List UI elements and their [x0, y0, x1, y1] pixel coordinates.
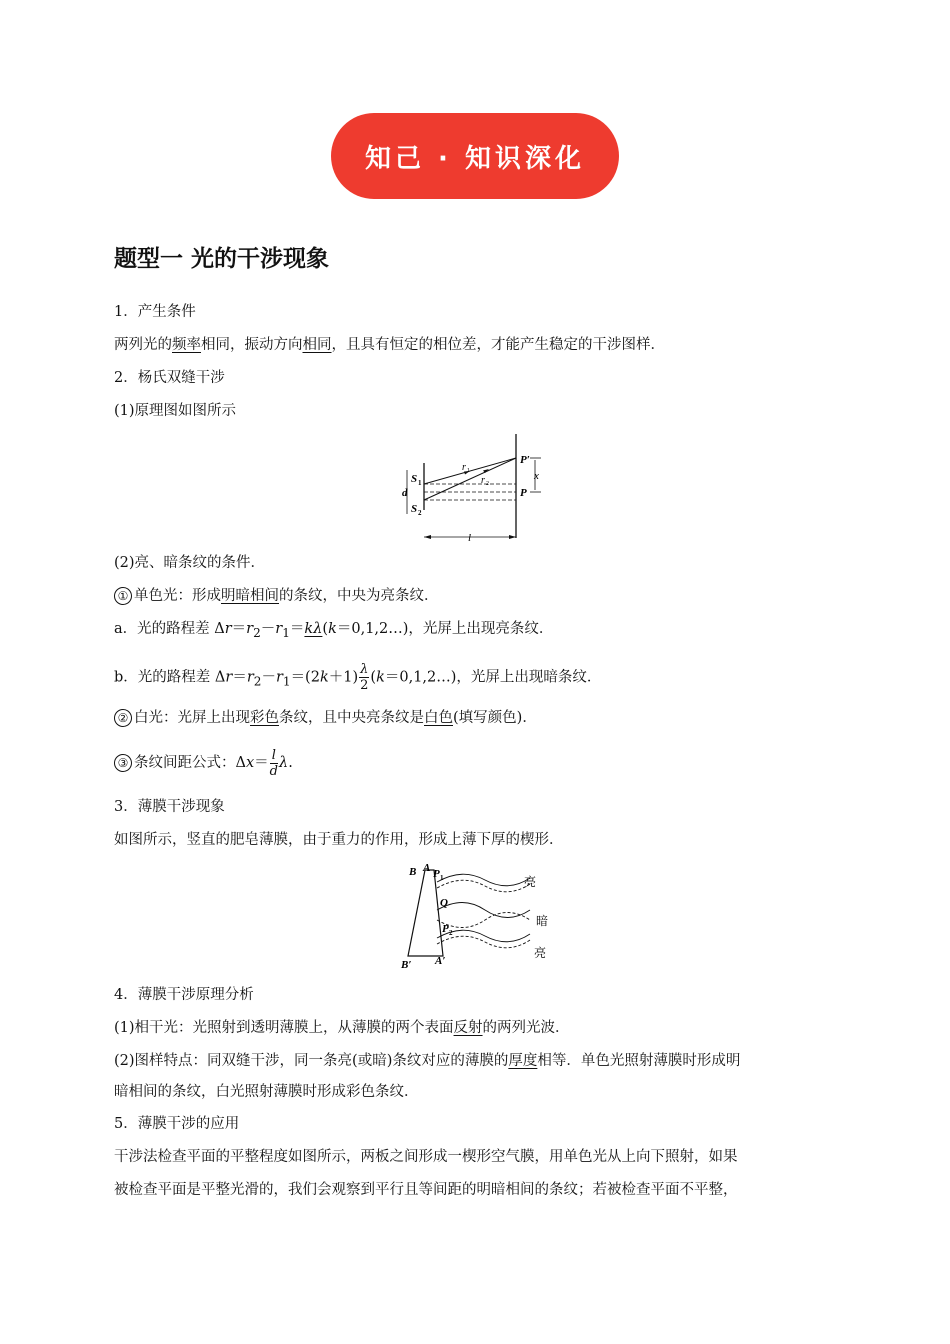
text: (1)相干光：光照射到透明薄膜上，从薄膜的两个表面 [114, 1020, 454, 1036]
text: ＝ [289, 621, 305, 637]
text: ( [322, 621, 329, 637]
sub: 1 [282, 674, 291, 689]
label-s2: S [411, 503, 418, 515]
label-s2-sub: 2 [418, 509, 422, 517]
var: k [328, 621, 337, 637]
text: 两列光的 [114, 337, 172, 353]
label-dark: 暗 [536, 914, 549, 928]
s3-p1: 如图所示，竖直的肥皂薄膜，由于重力的作用，形成上薄下厚的楔形． [114, 832, 564, 848]
label-x: x [534, 470, 539, 482]
var: k [319, 669, 329, 686]
s4-p3: 暗相间的条纹，白光照射薄膜时形成彩色条纹． [114, 1084, 419, 1100]
s2-white [114, 708, 838, 728]
blank-answer: 明暗相间 [221, 588, 279, 604]
text: － [261, 669, 276, 686]
label-p2: P [442, 923, 449, 935]
blank-answer: 频率 [172, 337, 201, 353]
text: 的条纹，中央为亮条纹． [279, 588, 439, 604]
text: ，且具有恒定的相位差，才能产生稳定的干涉图样． [331, 337, 665, 353]
var: λ [279, 755, 289, 771]
label-bright-1: 亮 [524, 875, 537, 889]
label-p2-sub: 2 [449, 929, 453, 937]
s2-p1: (1)原理图如图所示 [114, 403, 237, 419]
text: a．光的路程差 Δ [114, 621, 225, 637]
var: r [275, 669, 283, 686]
text: b．光的路程差 Δ [114, 669, 226, 686]
text: ＝0,1,2…)，光屏上出现暗条纹． [384, 669, 602, 686]
blank-answer: 白色 [424, 710, 453, 726]
text: 相等．单色光照射薄膜时形成明 [537, 1053, 741, 1069]
text: (填写颜色)． [453, 710, 537, 726]
var: r [275, 621, 283, 637]
label-bright-2: 亮 [534, 946, 547, 960]
text: 白光：光屏上出现 [134, 710, 250, 726]
blank-answer: kλ [304, 621, 323, 637]
label-a: A [423, 862, 431, 874]
blank-answer: 彩色 [250, 710, 279, 726]
s4-p2 [114, 1051, 838, 1071]
s1-text [114, 335, 838, 355]
text: 条纹，且中央亮条纹是 [279, 710, 424, 726]
label-b-prime: B′ [401, 959, 412, 971]
label-s1: S [411, 473, 418, 485]
text: ＋1) [328, 669, 359, 686]
text: . [288, 755, 293, 771]
var: x [245, 755, 255, 771]
text: ＝ [231, 621, 247, 637]
s2-bright-cond [114, 619, 838, 643]
var: r [225, 669, 233, 686]
sub: 2 [253, 674, 262, 689]
var: r [246, 621, 254, 637]
s2-dark-cond [114, 662, 838, 694]
numerator: l [270, 748, 278, 764]
label-l: l [468, 532, 472, 544]
text: 的两列光波． [482, 1020, 570, 1036]
double-slit-diagram [395, 430, 555, 548]
label-p1: P [433, 868, 440, 880]
label-r1: r [462, 462, 466, 473]
label-p: P [520, 487, 527, 499]
s5-p2: 被检查平面是平整光滑的，我们会观察到平行且等间距的明暗相间的条纹；若被检查平面不平整， [114, 1182, 738, 1198]
fraction [270, 748, 278, 779]
label-p1-sub: 1 [440, 874, 444, 882]
text: ＝ [232, 669, 247, 686]
circle-number: ③ [114, 754, 132, 772]
label-a-prime: A′ [435, 955, 446, 967]
var: r [224, 621, 232, 637]
s3-title: 3．薄膜干涉现象 [114, 799, 225, 815]
label-s1-sub: 1 [418, 479, 422, 487]
soap-film-diagram [395, 860, 555, 972]
text: 相同，振动方向 [201, 337, 303, 353]
label-p-prime: P′ [520, 454, 530, 466]
s2-p2: (2)亮、暗条纹的条件． [114, 555, 266, 571]
blank-answer: 反射 [453, 1020, 483, 1036]
denominator: d [269, 763, 278, 779]
label-b: B [409, 866, 417, 878]
label-d: d [402, 487, 408, 499]
label-r2: r [481, 475, 485, 486]
sub: 1 [282, 625, 290, 640]
denominator: 2 [360, 678, 369, 693]
blank-answer: 相同 [302, 337, 332, 353]
text: ＝(2 [290, 669, 320, 686]
label-r2-sub: 2 [486, 481, 489, 487]
text: 条纹间距公式：Δ [134, 755, 246, 771]
s2-mono [114, 586, 838, 606]
text: (2)图样特点：同双缝干涉，同一条亮(或暗)条纹对应的薄膜的 [114, 1053, 509, 1069]
text: － [260, 621, 276, 637]
text: ( [370, 669, 377, 686]
label-q: Q [440, 897, 448, 909]
numerator: λ [360, 662, 369, 677]
section-badge [331, 113, 619, 199]
s2-title: 2．杨氏双缝干涉 [114, 370, 225, 386]
sub: 2 [253, 625, 261, 640]
s4-p1 [114, 1018, 838, 1038]
s5-p1: 干涉法检查平面的平整程度如图所示，两板之间形成一楔形空气膜，用单色光从上向下照射，如果 [114, 1149, 738, 1165]
badge-text: 知己 · 知识深化 [365, 143, 585, 174]
fraction [359, 662, 369, 693]
s4-title: 4．薄膜干涉原理分析 [114, 987, 254, 1003]
s2-spacing-formula [114, 746, 838, 780]
page-title: 题型一 光的干涉现象 [114, 246, 330, 272]
label-r1-sub: 1 [467, 468, 470, 474]
text: 单色光：形成 [134, 588, 221, 604]
var: r [246, 669, 254, 686]
circle-number: ② [114, 709, 132, 727]
blank-answer: 厚度 [508, 1053, 538, 1069]
s5-title: 5．薄膜干涉的应用 [114, 1116, 240, 1132]
var: k [376, 669, 385, 686]
s1-title: 1．产生条件 [114, 304, 196, 320]
text: ＝ [254, 755, 269, 771]
text: ＝0,1,2…)，光屏上出现亮条纹． [336, 621, 554, 637]
circle-number: ① [114, 587, 132, 605]
